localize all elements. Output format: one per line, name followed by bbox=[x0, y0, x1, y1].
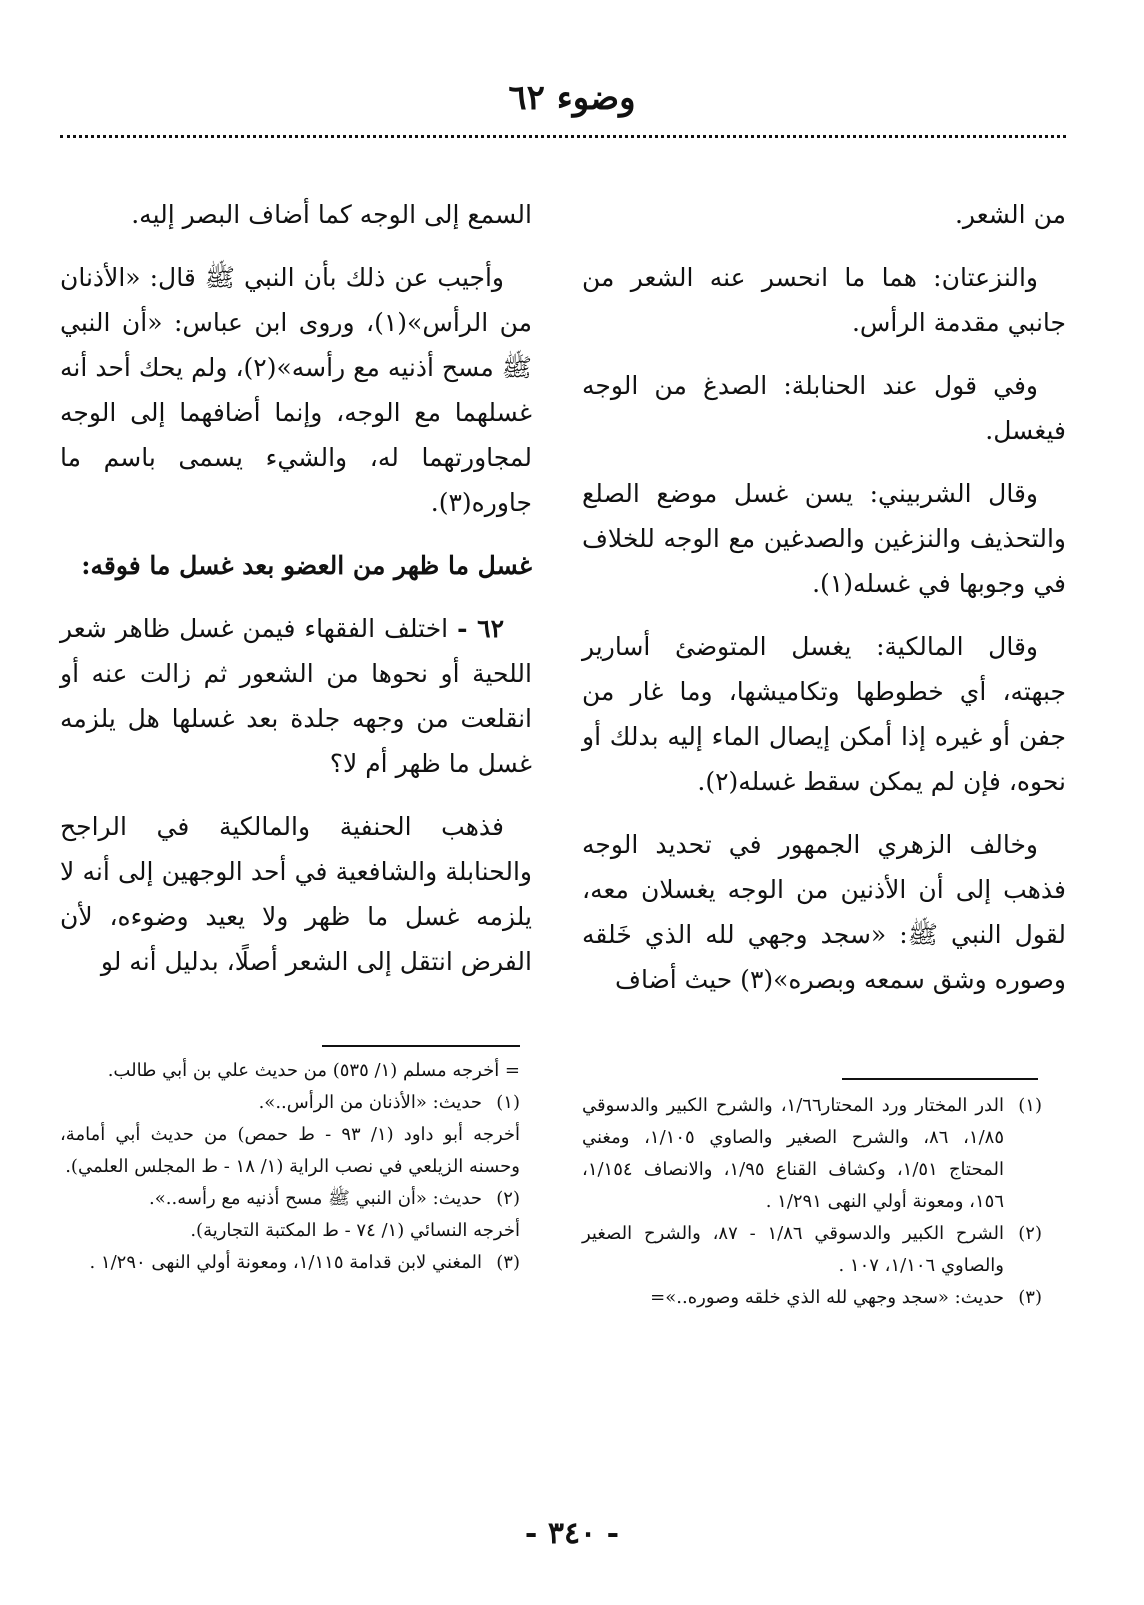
footnote-number: (٣) bbox=[1018, 1287, 1042, 1308]
footnote-text: المغني لابن قدامة ١/١١٥، ومعونة أولي النهى ١/٢٩٠ . bbox=[89, 1252, 482, 1273]
footnote-text: الشرح الكبير والدسوقي ١/٨٦ - ٨٧، والشرح الصغير والصاوي ١/١٠٦، ١٠٧ . bbox=[582, 1223, 1004, 1276]
left-paragraph-4: فذهب الحنفية والمالكية في الراجح والحنابلة والشافعية في أحد الوجهين إلى أنه لا يلزمه غسل ما ظهر ولا يعيد وضوءه، لأن الفرض انتقل إلى الشعر أصلًا، بدليل أنه لو bbox=[60, 812, 532, 976]
footnote-number: (١) bbox=[496, 1092, 520, 1113]
right-paragraph-2: والنزعتان: هما ما انحسر عنه الشعر من جانبي مقدمة الرأس. bbox=[582, 263, 1066, 337]
footnote-item bbox=[60, 1087, 520, 1119]
footnote-text: الدر المختار ورد المحتار١/٦٦، والشرح الكبير والدسوقي ١/٨٥، ٨٦، والشرح الصغير والصاوي ١/١٠٥، ومغني المحتاج ١/٥١، وكشاف القناع ١/٩٥، والانصاف ١/١٥٤، ١٥٦، ومعونة أولي النهى ١/٢٩١ . bbox=[582, 1095, 1004, 1212]
footnote-divider-right bbox=[842, 1078, 1038, 1080]
footnote-divider-left bbox=[322, 1045, 520, 1047]
footnote-text: حديث: «سجد وجهي لله الذي خلقه وصوره..»= bbox=[650, 1287, 1004, 1308]
section-number: ٦٢ - bbox=[457, 614, 504, 643]
footnote-item bbox=[582, 1282, 1042, 1314]
footnote-item bbox=[60, 1183, 520, 1215]
right-paragraph-6: وخالف الزهري الجمهور في تحديد الوجه فذهب إلى أن الأذنين من الوجه يغسلان معه، لقول النبي ﷺ: «سجد وجهي لله الذي خَلقه وصوره وشق سمعه وبصره»(٣) حيث أضاف bbox=[582, 830, 1066, 994]
footnote-number: (٢) bbox=[496, 1188, 520, 1209]
right-paragraph-4: وقال الشربيني: يسن غسل موضع الصلع والتحذيف والنزغين والصدغين مع الوجه للخلاف في وجوبها في غسله(١). bbox=[582, 479, 1066, 598]
right-paragraph-5: وقال المالكية: يغسل المتوضئ أسارير جبهته، أي خطوطها وتكاميشها، وما غار من جفن أو غيره إذا أمكن إيصال الماء إليه بدلك أو نحوه، فإن لم يمكن سقط غسله(٢). bbox=[582, 632, 1066, 796]
right-paragraph-1: من الشعر. bbox=[954, 200, 1066, 229]
footnote-number: (٢) bbox=[1018, 1223, 1042, 1244]
footnotes-right bbox=[582, 1090, 1042, 1314]
footnote-continuation: = أخرجه مسلم (١/ ٥٣٥) من حديث علي بن أبي طالب. bbox=[107, 1060, 520, 1081]
footnote-text: حديث: «الأذنان من الرأس..». bbox=[258, 1092, 482, 1113]
footnote-item bbox=[60, 1247, 520, 1279]
page-number: - ٣٤٠ - bbox=[524, 1516, 620, 1551]
page-header-title: وضوء ٦٢ bbox=[508, 78, 636, 118]
footnote-item bbox=[582, 1218, 1042, 1282]
footnote-item bbox=[582, 1090, 1042, 1218]
footnote-number: (٣) bbox=[496, 1252, 520, 1273]
footnote-number: (١) bbox=[1018, 1095, 1042, 1116]
footnote-source: أخرجه النسائي (١/ ٧٤ - ط المكتبة التجارية). bbox=[190, 1220, 520, 1241]
footnotes-left bbox=[60, 1055, 520, 1279]
left-paragraph-1: السمع إلى الوجه كما أضاف البصر إليه. bbox=[131, 200, 532, 229]
footnote-text: حديث: «أن النبي ﷺ مسح أذنيه مع رأسه..». bbox=[149, 1188, 482, 1209]
right-paragraph-3: وفي قول عند الحنابلة: الصدغ من الوجه فيغسل. bbox=[582, 371, 1066, 445]
left-paragraph-3 bbox=[60, 606, 532, 786]
left-paragraph-3-text: اختلف الفقهاء فيمن غسل ظاهر شعر اللحية أو نحوها من الشعور ثم زالت عنه أو انقلعت من وجهه جلدة بعد غسلها هل يلزمه غسل ما ظهر أم لا؟ bbox=[60, 614, 532, 778]
footnote-source: أخرجه أبو داود (١/ ٩٣ - ط حمص) من حديث أبي أمامة، وحسنه الزيلعي في نصب الراية (١/ ١٨ - ط المجلس العلمي). bbox=[60, 1124, 521, 1177]
header-dotted-divider bbox=[60, 135, 1066, 138]
left-text-column bbox=[60, 192, 532, 1002]
right-text-column bbox=[582, 192, 1066, 1020]
section-heading: غسل ما ظهر من العضو بعد غسل ما فوقه: bbox=[81, 551, 532, 580]
left-paragraph-2: وأجيب عن ذلك بأن النبي ﷺ قال: «الأذنان من الرأس»(١)، وروى ابن عباس: «أن النبي ﷺ مسح أذنيه مع رأسه»(٢)، ولم يحك أحد أنه غسلهما مع الوجه، وإنما أضافهما إلى الوجه لمجاورتهما له، والشيء يسمى باسم ما جاوره(٣). bbox=[60, 263, 533, 517]
